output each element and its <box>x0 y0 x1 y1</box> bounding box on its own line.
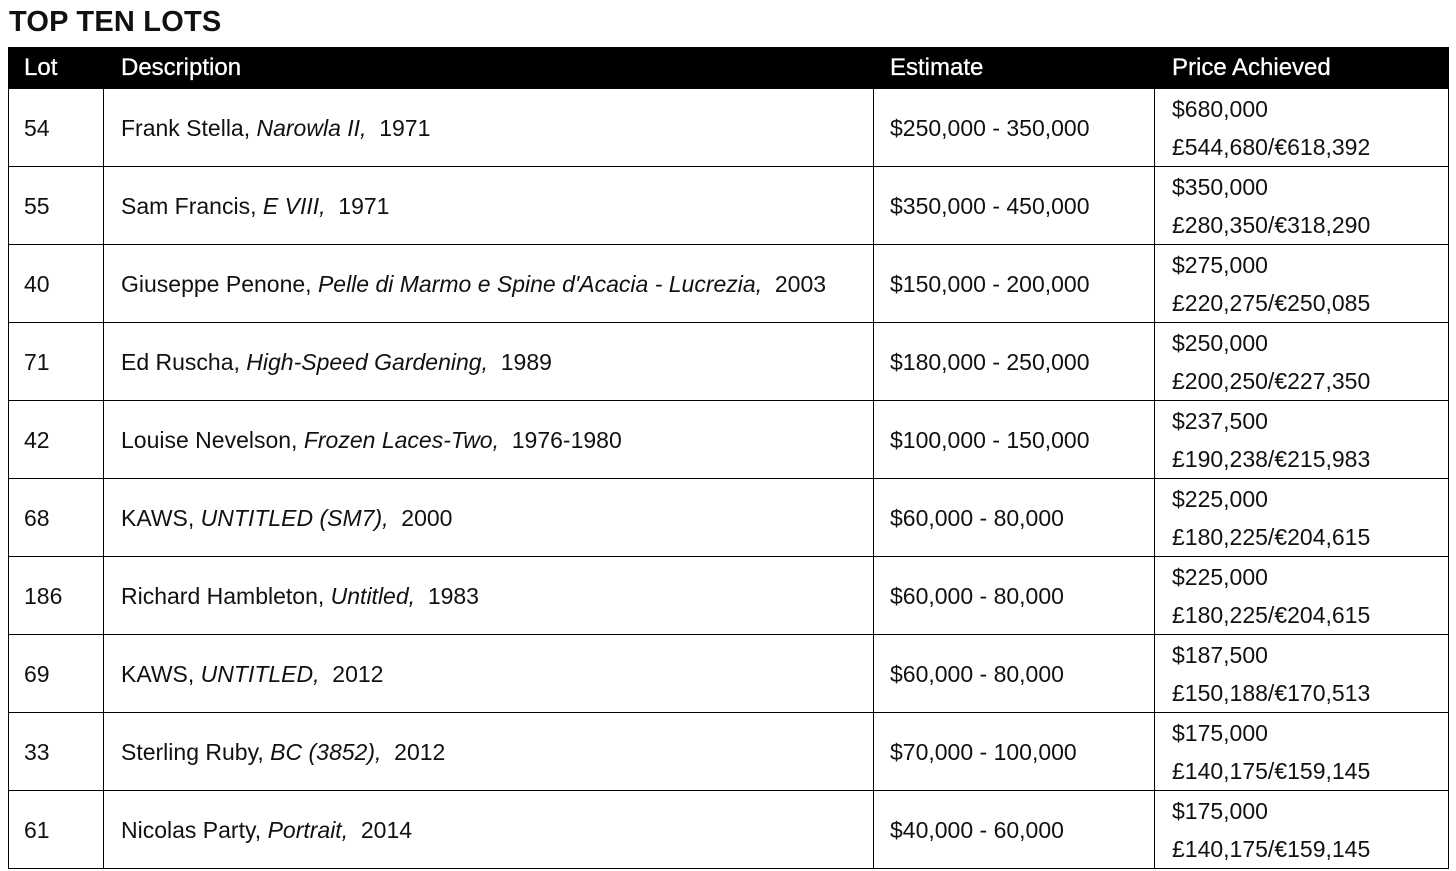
artist-name: Louise Nevelson, <box>121 426 298 453</box>
price-gbp-eur: £200,250/€227,350 <box>1172 367 1371 394</box>
header-row <box>9 48 1449 89</box>
lot-estimate: $60,000 - 80,000 <box>874 557 1155 635</box>
work-year: 2014 <box>360 816 413 843</box>
lot-price-achieved <box>1155 167 1449 245</box>
work-title: Pelle di Marmo e Spine d'Acacia - Lucrezia, <box>317 270 763 297</box>
table-row <box>9 479 1449 557</box>
column-header-description: Description <box>104 48 874 89</box>
lot-estimate: $350,000 - 450,000 <box>874 167 1155 245</box>
lot-number: 71 <box>9 323 104 401</box>
table-row <box>9 791 1449 869</box>
lot-estimate: $250,000 - 350,000 <box>874 89 1155 167</box>
price-gbp-eur: £140,175/€159,145 <box>1172 757 1371 784</box>
price-usd: $175,000 <box>1172 719 1268 746</box>
price-usd: $175,000 <box>1172 797 1268 824</box>
table-row <box>9 245 1449 323</box>
lot-price-achieved <box>1155 635 1449 713</box>
work-title: Portrait, <box>267 816 349 843</box>
work-title: E VIII, <box>262 192 326 219</box>
work-title: Narowla II, <box>256 114 367 141</box>
work-year: 2012 <box>332 660 384 687</box>
price-usd: $187,500 <box>1172 641 1268 668</box>
work-year: 2003 <box>774 270 827 297</box>
work-title: UNTITLED, <box>200 660 320 687</box>
page-title: TOP TEN LOTS <box>9 6 222 38</box>
lot-price-achieved <box>1155 323 1449 401</box>
lot-number: 68 <box>9 479 104 557</box>
table-row <box>9 167 1449 245</box>
table-header <box>9 48 1449 89</box>
lot-estimate: $40,000 - 60,000 <box>874 791 1155 869</box>
table-row <box>9 557 1449 635</box>
lot-number: 42 <box>9 401 104 479</box>
column-header-estimate: Estimate <box>874 48 1155 89</box>
work-title: Frozen Laces-Two, <box>303 426 499 453</box>
artist-name: Sterling Ruby, <box>121 738 264 765</box>
column-header-price-achieved: Price Achieved <box>1155 48 1449 89</box>
lot-description <box>104 401 874 479</box>
lot-price-achieved <box>1155 245 1449 323</box>
work-title: UNTITLED (SM7), <box>200 504 389 531</box>
table-row <box>9 635 1449 713</box>
artist-name: KAWS, <box>121 660 195 687</box>
lot-number: 69 <box>9 635 104 713</box>
lot-estimate: $150,000 - 200,000 <box>874 245 1155 323</box>
lot-estimate: $100,000 - 150,000 <box>874 401 1155 479</box>
artist-name: KAWS, <box>121 504 195 531</box>
lot-description <box>104 635 874 713</box>
lot-price-achieved <box>1155 713 1449 791</box>
lot-price-achieved <box>1155 401 1449 479</box>
artist-name: Richard Hambleton, <box>121 582 325 609</box>
lot-number: 55 <box>9 167 104 245</box>
work-year: 2012 <box>394 738 446 765</box>
lot-estimate: $70,000 - 100,000 <box>874 713 1155 791</box>
work-year: 1971 <box>379 114 431 141</box>
artist-name: Nicolas Party, <box>121 816 262 843</box>
work-title: Untitled, <box>330 582 416 609</box>
work-title: High-Speed Gardening, <box>246 348 488 375</box>
price-usd: $237,500 <box>1172 407 1268 434</box>
lot-description <box>104 557 874 635</box>
table-row <box>9 401 1449 479</box>
price-gbp-eur: £180,225/€204,615 <box>1172 601 1371 628</box>
price-gbp-eur: £280,350/€318,290 <box>1172 211 1371 238</box>
lot-description <box>104 791 874 869</box>
table-row <box>9 713 1449 791</box>
lot-number: 186 <box>9 557 104 635</box>
price-usd: $680,000 <box>1172 95 1268 122</box>
work-year: 1971 <box>338 192 390 219</box>
price-gbp-eur: £180,225/€204,615 <box>1172 523 1371 550</box>
table-body <box>9 89 1449 869</box>
lot-number: 61 <box>9 791 104 869</box>
price-gbp-eur: £150,188/€170,513 <box>1172 679 1371 706</box>
price-gbp-eur: £140,175/€159,145 <box>1172 835 1371 862</box>
price-usd: $250,000 <box>1172 329 1268 356</box>
lot-number: 54 <box>9 89 104 167</box>
lot-estimate: $60,000 - 80,000 <box>874 635 1155 713</box>
lot-price-achieved <box>1155 479 1449 557</box>
work-year: 1976-1980 <box>511 426 622 453</box>
lot-price-achieved <box>1155 89 1449 167</box>
lot-description <box>104 323 874 401</box>
lot-number: 40 <box>9 245 104 323</box>
work-title: BC (3852), <box>270 738 382 765</box>
work-year: 1983 <box>427 582 479 609</box>
column-header-lot: Lot <box>9 48 104 89</box>
lot-estimate: $180,000 - 250,000 <box>874 323 1155 401</box>
work-year: 1989 <box>500 348 552 375</box>
lot-number: 33 <box>9 713 104 791</box>
top-lots-table <box>8 47 1449 869</box>
lot-description <box>104 713 874 791</box>
price-gbp-eur: £190,238/€215,983 <box>1172 445 1371 472</box>
artist-name: Sam Francis, <box>121 192 257 219</box>
lot-price-achieved <box>1155 557 1449 635</box>
lot-description <box>104 245 874 323</box>
artist-name: Giuseppe Penone, <box>121 270 312 297</box>
price-usd: $350,000 <box>1172 173 1268 200</box>
lot-estimate: $60,000 - 80,000 <box>874 479 1155 557</box>
lot-price-achieved <box>1155 791 1449 869</box>
price-usd: $225,000 <box>1172 485 1268 512</box>
table-row <box>9 323 1449 401</box>
price-gbp-eur: £220,275/€250,085 <box>1172 289 1371 316</box>
lot-description <box>104 167 874 245</box>
table-row <box>9 89 1449 167</box>
price-gbp-eur: £544,680/€618,392 <box>1172 133 1371 160</box>
work-year: 2000 <box>401 504 453 531</box>
price-usd: $275,000 <box>1172 251 1268 278</box>
lot-description <box>104 89 874 167</box>
price-usd: $225,000 <box>1172 563 1268 590</box>
artist-name: Frank Stella, <box>121 114 251 141</box>
lot-description <box>104 479 874 557</box>
artist-name: Ed Ruscha, <box>121 348 240 375</box>
